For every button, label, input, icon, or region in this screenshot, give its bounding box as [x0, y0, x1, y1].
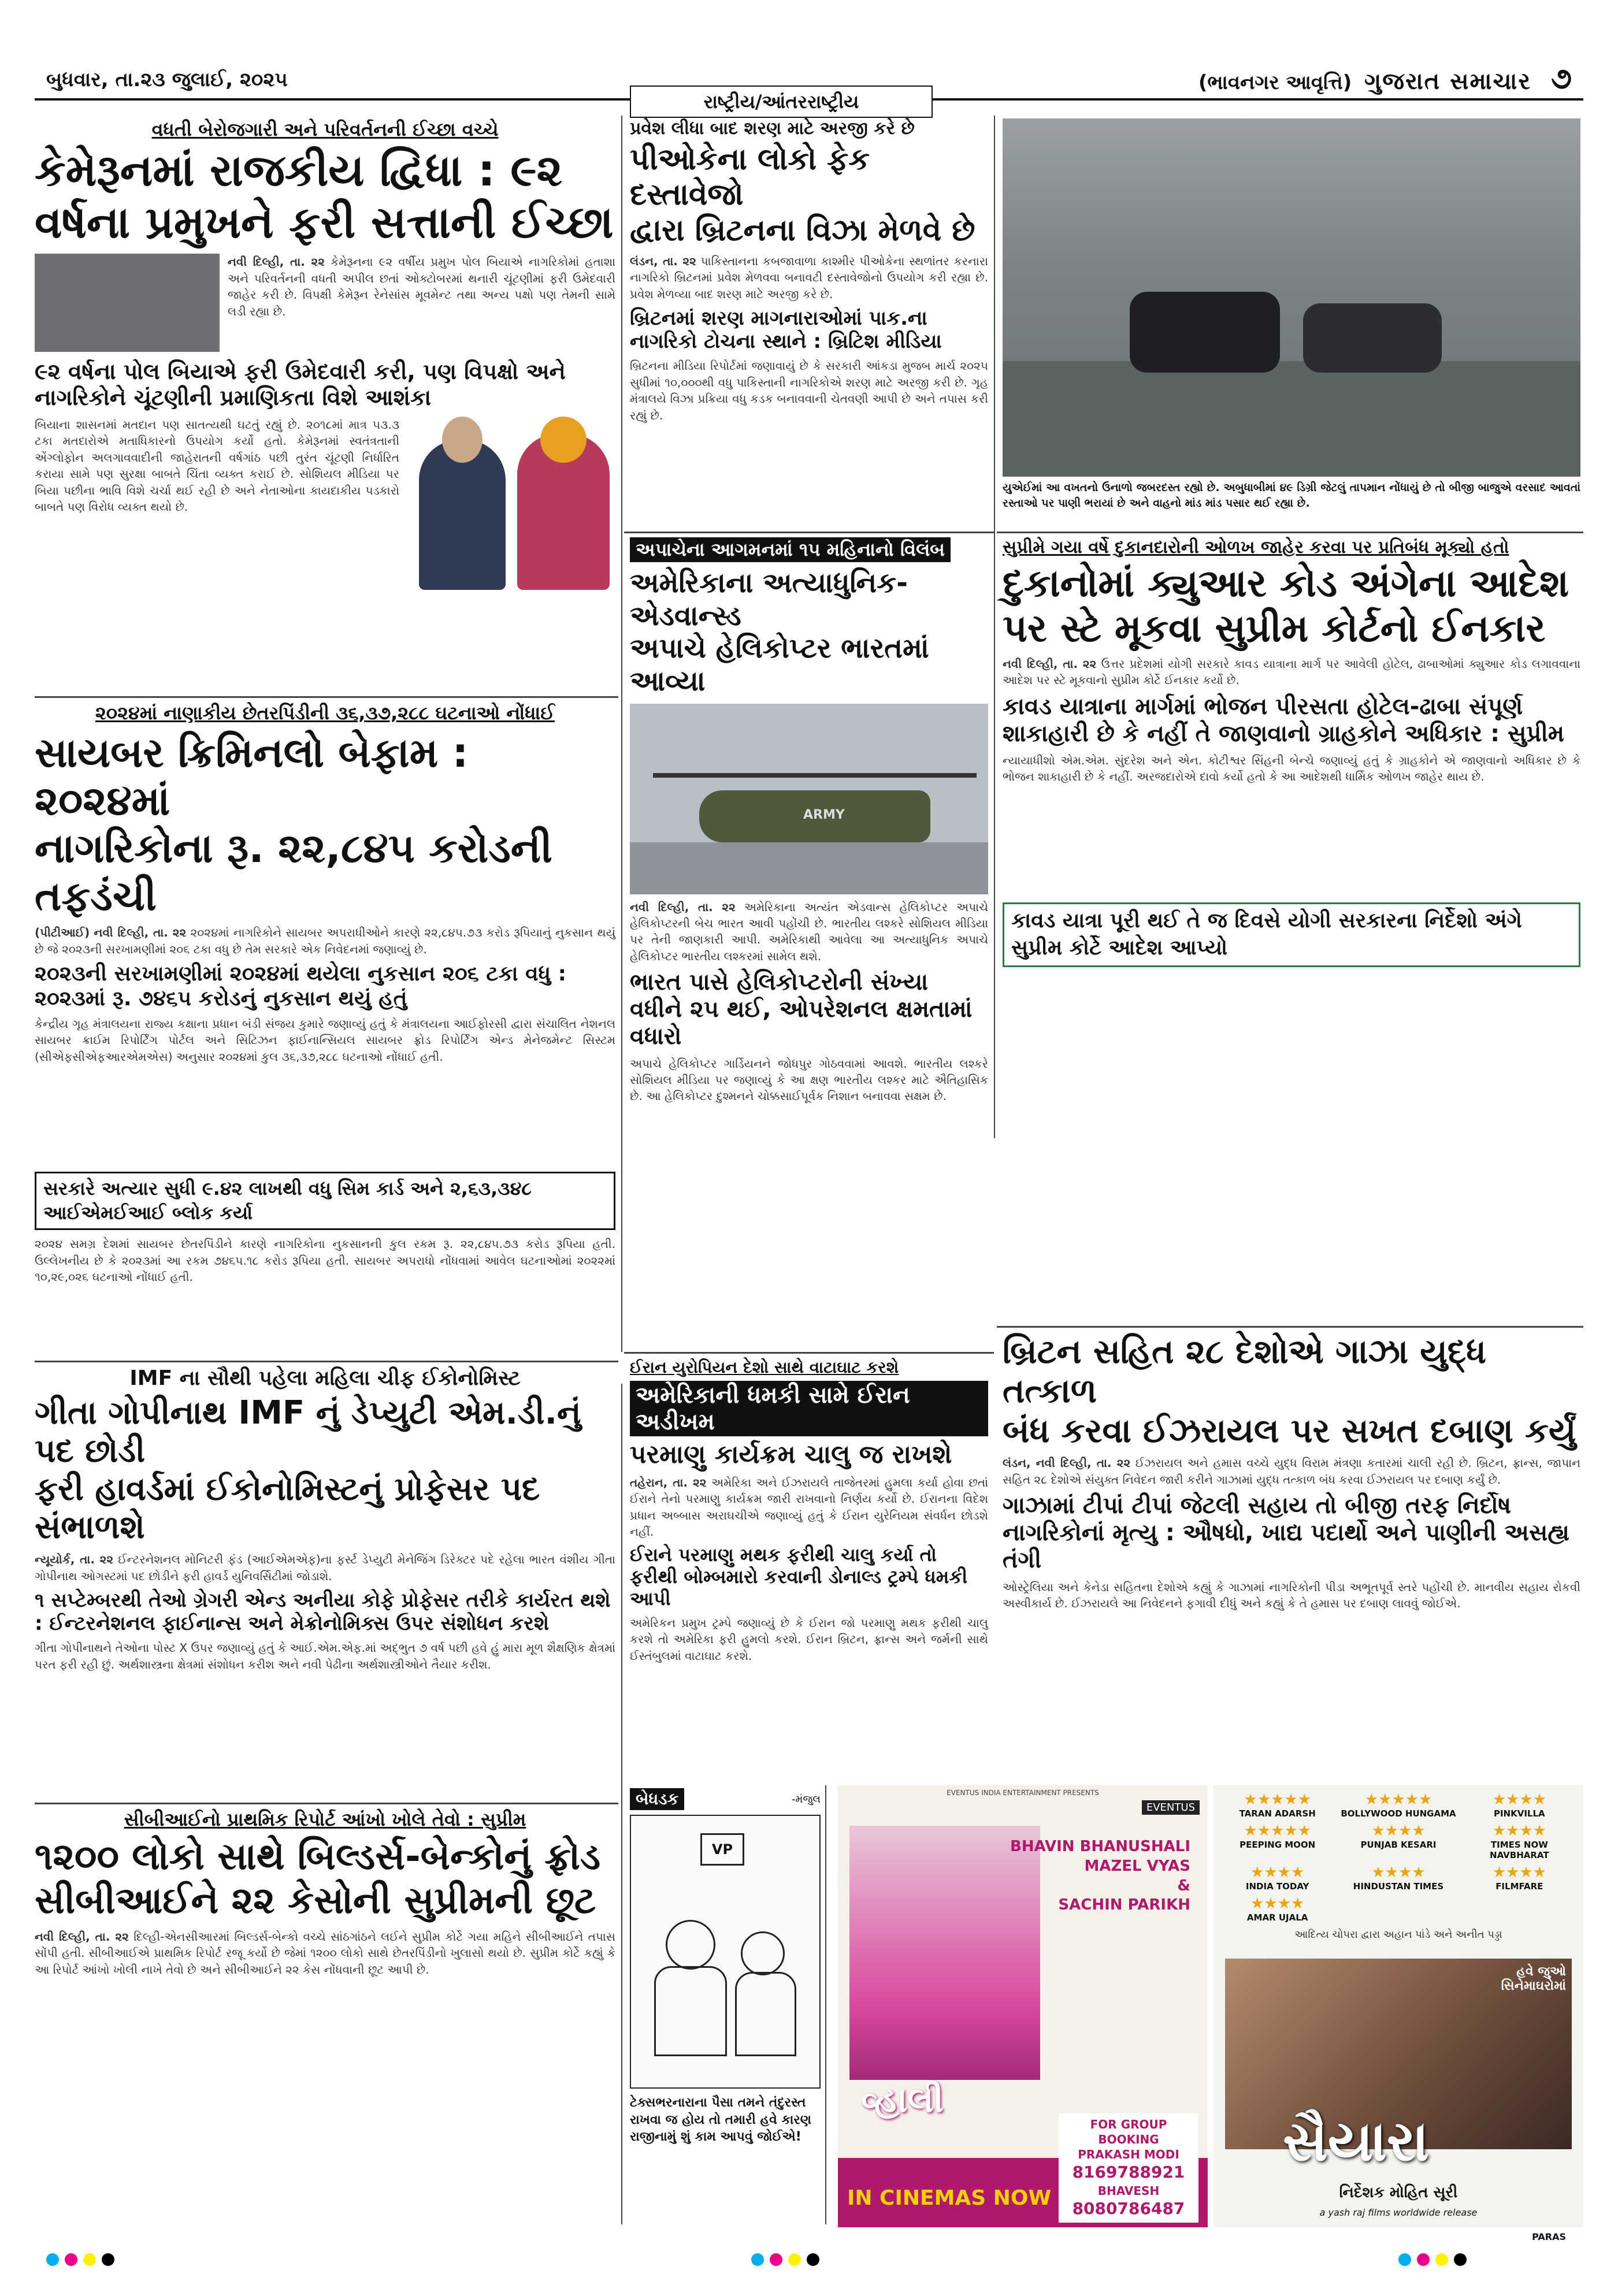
- body-text: બ્રિટનના મીડિયા રિપોર્ટમાં જણાવાયું છે કે સરકારી આંકડા મુજબ માર્ચ ૨૦૨૫ સુધીમાં ૧૦,૦૦૦થી વધુ પાકિસ્તાની નાગરિકોએ શરણ માટે અરજી કરી છે. ગૃહ મંત્રાલયે વિઝા પ્રક્રિયા વધુ કડક બનાવવાની ચેતવણી આપી છે અને તપાસ કરી રહ્યું છે.: [630, 359, 988, 422]
- release-banner: a yash raj films worldwide release: [1319, 2207, 1478, 2218]
- dateline: નવી દિલ્હી, તા. ૨૨: [1003, 656, 1097, 671]
- article-gaza: [1003, 1332, 1580, 1695]
- dateline: ન્યૂયોર્ક, તા. ૨૨: [35, 1552, 114, 1567]
- kicker: સુપ્રીમે ગયા વર્ષે દુકાનદારોની ઓળખ જાહેર કરવા પર પ્રતિબંધ મૂક્યો હતો: [1003, 537, 1509, 558]
- dateline: નવી દિલ્હી, તા. ૨૨: [94, 926, 187, 940]
- leader-photo: [407, 417, 615, 590]
- lead-text: ઈન્ટરનેશનલ મોનિટરી ફંડ (આઈએમએફ)ના ફર્સ્ટ ડેપ્યુટી મેનેજિંગ ડિરેક્ટર પદે રહેલા ભારત વંશીય ગીતા ગોપીનાથ ઓગસ્ટમાં પદ છોડીને ફરી હાવર્ડ યુનિવર્સિટીમાં જોડાશે.: [35, 1552, 616, 1583]
- section-divider: [997, 532, 1583, 533]
- rating-stars: ★★★★: [1492, 1791, 1546, 1808]
- rating-cell: [1460, 1791, 1579, 1819]
- headline: અમેરિકાની ધમકી સામે ઈરાન અડીખમ: [630, 1381, 988, 1436]
- column-divider: [825, 1785, 826, 2224]
- booking-box: FOR GROUP BOOKING PRAKASH MODI 8169788921 BHAVESH 8080786487: [1059, 2113, 1198, 2223]
- subhead: બ્રિટનમાં શરણ માગનારાઓમાં પાક.ના નાગરિકો ટોચના સ્થાને : બ્રિટિશ મીડિયા: [630, 307, 942, 354]
- headline: પર સ્ટે મૂકવા સુપ્રીમ કોર્ટનો ઈનકાર: [1003, 605, 1546, 651]
- section-divider: [624, 1352, 994, 1354]
- photo-caption: યુએઈમાં આ વખતનો ઉનાળો જબરદસ્ત રહ્યો છે. અબુધાબીમાં ૪૯ ડિગ્રી જેટલું તાપમાન નોંધાયું છે તો બીજી બાજુએ વરસાદ આવતાં રસ્તાઓ પર પાણી ભરાયાં છે અને વાહનો માંડ માંડ પસાર થઈ રહ્યા છે.: [1003, 481, 1580, 510]
- lead-text: પાકિસ્તાનના કબજાવાળા કાશ્મીર પીઓકેના સ્થળાંતર કરનારા નાગરિકો બ્રિટનમાં પ્રવેશ મેળવવા બનાવટી દસ્તાવેજોનો ઉપયોગ કરી રહ્યા છે. પ્રવેશ મેળવ્યા બાદ શરણ માટે અરજી કરે છે.: [630, 254, 988, 301]
- rating-cell: [1460, 1864, 1579, 1892]
- rating-source: TIMES NOW NAVBHARAT: [1490, 1840, 1549, 1860]
- release-banner: IN CINEMAS NOW: [847, 2186, 1052, 2210]
- rating-source: TARAN ADARSH: [1239, 1808, 1316, 1819]
- headline: નાગરિકોના રૂ. ૨૨,૮૪૫ કરોડની તફડંચી: [35, 824, 552, 920]
- body-text: દિલ્હી-એનસીઆરમાં બિલ્ડર્સ-બેન્કો વચ્ચે સાંઠગાંઠને લઈને સુપ્રીમ કોર્ટે ગયા મહિને સીબીઆઈને તપાસ સોંપી હતી. સીબીઆઈએ પ્રાથમિક રિપોર્ટ રજૂ કર્યો છે જેમાં ૧૨૦૦ લોકો સાથે છેતરપિંડીનો ખુલાસો થયો છે. સુપ્રીમ કોર્ટે કહ્યું કે આ રિપોર્ટ આંખો ખોલી નાખે તેવો છે અને સીબીઆઈને ૨૨ કેસ નોંધવાની છૂટ આપી છે.: [35, 1930, 615, 1977]
- column-divider: [621, 116, 622, 1352]
- dateline: નવી દિલ્હી, તા. ૨૨: [228, 255, 325, 269]
- dateline: તહેરાન, તા. ૨૨: [630, 1475, 707, 1489]
- rating-cell: [1218, 1822, 1337, 1860]
- rating-stars: ★★★★: [1371, 1822, 1426, 1840]
- page-number: ૭: [1550, 61, 1572, 96]
- director-credit: નિર્દેશક મોહિત સૂરી: [1339, 2184, 1458, 2201]
- rating-source: HINDUSTAN TIMES: [1353, 1881, 1444, 1892]
- headline: દુકાનોમાં ક્યુઆર કોડ અંગેના આદેશ: [1003, 561, 1569, 605]
- rating-source: FILMFARE: [1495, 1881, 1543, 1892]
- rating-stars: ★★★★: [1492, 1864, 1546, 1881]
- press-mark: PARAS: [1532, 2231, 1566, 2242]
- body-text: અપાચે હેલિકોપ્ટર ગાર્ડિયનને જોધપુર ગોઠવવામાં આવશે. ભારતીય લશ્કરે સોશિયલ મીડિયા પર જણાવ્યું કે આ ક્ષણ ભારતીય લશ્કર માટે ઐતિહાસિક છે. આ હેલિકોપ્ટર દુશ્મનને ચોક્કસાઈપૂર્વક નિશાન બનાવવા સક્ષમ છે.: [630, 1056, 988, 1104]
- highlight-box: કાવડ યાત્રા પૂરી થઈ તે જ દિવસે યોગી સરકારના નિર્દેશો અંગે સુપ્રીમ કોર્ટે આદેશ આપ્યો: [1003, 902, 1580, 967]
- vp-sign: VP: [700, 1833, 744, 1866]
- agency: (પીટીઆઈ): [35, 926, 90, 940]
- article-helicopter: [630, 537, 988, 1275]
- body-text: ન્યાયાધીશો એમ.એમ. સુંદરેશ અને એન. કોટીશ્વર સિંહની બેન્ચે જણાવ્યું હતું કે ગ્રાહકોને એ જાણવાનો અધિકાર છે કે ભોજન શાકાહારી છે કે નહીં. અરજદારોએ દાવો કર્યો હતો કે આ આદેશથી ધાર્મિક ઓળખ જાહેર થાય છે.: [1003, 753, 1580, 784]
- section-divider: [35, 696, 618, 698]
- lead-text: ઉત્તર પ્રદેશમાં યોગી સરકારે કાવડ યાત્રાના માર્ગ પર આવેલી હોટેલ, ઢાબાઓમાં ક્યુઆર કોડ લગાવવાના આદેશ પર સ્ટે મૂકવાનો સુપ્રીમ કોર્ટે ઈનકાર કર્યો છે.: [1003, 656, 1580, 688]
- cartoon-caption: ટેક્સભરનારાના પૈસા તમને તંદુરસ્ત રાખવા જ હોય તો તમારી હવે કારણ રાજીનામું શું કામ આપવું જોઈએ!: [630, 2096, 811, 2145]
- registration-marks-center: [751, 2253, 825, 2268]
- rating-source: INDIA TODAY: [1245, 1881, 1309, 1892]
- issue-date: બુધવાર, તા.૨૩ જુલાઈ, ૨૦૨૫: [46, 68, 288, 91]
- body-text: ૨૦૨૪ સમગ્ર દેશમાં સાયબર છેતરપિંડીને કારણે નાગરિકોના નુકસાનની કુલ રકમ રૂ. ૨૨,૮૪૫.૭૩ કરોડ રૂપિયા હતી. ઉલ્લેખનીય છે કે ૨૦૨૩માં આ રકમ ૭૪૬૫.૧૮ કરોડ રૂપિયા હતી. સાયબર અપરાધો નોંધવામાં આવેલ ઘટનાઓમાં ૨૦૨૨માં ૧૦,૨૯,૦૨૬ ઘટનાઓ નોંધાઈ હતી.: [35, 1237, 615, 1284]
- subhead: ઈરાને પરમાણુ મથક ફરીથી ચાલુ કર્યા તો ફરીથી બોમ્બમારો કરવાની ડોનાલ્ડ ટ્રમ્પે ધમકી આપી: [630, 1544, 968, 1610]
- advertisement-movie-1: [838, 1785, 1208, 2227]
- ad-presenter: EVENTUS INDIA ENTERTAINMENT PRESENTS: [947, 1789, 1099, 1797]
- kicker: IMF ના સૌથી પહેલા મહિલા ચીફ ઈકોનોમિસ્ટ: [129, 1366, 521, 1390]
- kicker: ૨૦૨૪માં નાણાકીય છેતરપિંડીની ૩૬,૩૭,૨૮૮ ઘટનાઓ નોંધાઈ: [95, 702, 555, 724]
- rating-source: PUNJAB KESARI: [1360, 1840, 1437, 1850]
- registration-marks-left: [46, 2253, 120, 2268]
- dateline: નવી દિલ્હી, તા. ૨૨: [35, 1930, 129, 1944]
- rating-source: AMAR UJALA: [1246, 1912, 1308, 1923]
- rating-cell: [1339, 1864, 1457, 1892]
- subhead: ગાઝામાં ટીપાં ટીપાં જેટલી સહાય તો બીજી તરફ નિર્દોષ નાગરિકોનાં મૃત્યુ : ઔષધો, ખાદ્ય પદાર્થો અને પાણીની અસહ્ય તંગી: [1003, 1492, 1569, 1574]
- body-text: બિયાના શાસનમાં મતદાન પણ સાતત્યથી ઘટતું રહ્યું છે. ૨૦૧૮માં માત્ર ૫૩.૩ ટકા મતદારોએ મતાધિકારનો ઉપયોગ કર્યો હતો. કેમેરૂનમાં સ્વતંત્રતાની એંગ્લોફોન અલગાવવાદીની જાહેરાતની વર્ષગાંઠ પછી તુરંત ચૂંટણી નિર્ધારિત કરાયા સામે પણ સુરક્ષા બાબતે ચિંતા વ્યક્ત કરાઈ છે. સોશિયલ મીડિયા પર બિયા પછીના ભાવિ વિશે ચર્ચા થઈ રહી છે અને નેતાઓના કાયદાકીય પડકારો બાબતે પણ વિરોધ વ્યક્ત થયો છે.: [35, 418, 399, 514]
- lead-text: ઈઝરાયલ અને હમાસ વચ્ચે યુદ્ધ વિરામ મંત્રણા કતારમાં ચાલી રહી છે. બ્રિટન, ફ્રાન્સ, જાપાન સહિત ૨૮ દેશોએ સંયુક્ત નિવેદન જારી કરીને ગાઝામાં યુદ્ધ તત્કાળ બંધ કરવા ઈઝરાયલ પર દબાણ કર્યું છે.: [1003, 1456, 1581, 1487]
- headline: બંધ કરવા ઈઝરાયલ પર સખત દબાણ કર્યું: [1003, 1410, 1576, 1450]
- section-label: રાષ્ટ્રીય/આંતરરાષ્ટ્રીય: [630, 86, 933, 118]
- lead-text: ૨૦૨૪માં નાગરિકોને સાયબર અપરાધીઓને કારણે ૨૨,૮૪૫.૭૩ કરોડ રૂપિયાનું નુકસાન થયું છે જે ૨૦૨૩ની સરખામણીમાં ૨૦૬ ટકા વધુ છે તેમ સરકારે એક નિવેદનમાં જણાવ્યું છે.: [35, 926, 616, 956]
- rating-source: BOLLYWOOD HUNGAMA: [1341, 1808, 1456, 1819]
- section-divider: [35, 1803, 618, 1804]
- rating-cell: [1218, 1864, 1337, 1892]
- edition-label: (ભાવનગર આવૃત્તિ): [1198, 71, 1352, 94]
- ratings-grid: [1214, 1785, 1583, 1929]
- headline: દ્વારા બ્રિટનના વિઝા મેળવે છે: [630, 213, 975, 248]
- column-divider: [994, 116, 995, 1138]
- cartoon-title: બેધડક: [630, 1788, 684, 1810]
- body-text: કેન્દ્રીય ગૃહ મંત્રાલયના રાજ્ય કક્ષાના પ્રધાન બંડી સંજય કુમારે જણાવ્યું હતું કે મંત્રાલયના આઈફોરસી દ્વારા સંચાલિત નેશનલ સાયબર ક્રાઈમ રિપોર્ટિંગ પોર્ટલ અને સિટિઝન ફાઈનાન્સિયલ સાયબર ફ્રોડ રિપોર્ટિંગ એન્ડ મેનેજમેન્ટ સિસ્ટમ (સીએફસીએફઆરએમએસ) અનુસાર ૨૦૨૪માં કુલ ૩૬,૩૭,૨૮૮ ઘટનાઓ નોંધાઈ હતી.: [35, 1017, 615, 1064]
- headline: ફરી હાવર્ડમાં ઈકોનોમિસ્ટનું પ્રોફેસર પદ સંભાળશે: [35, 1470, 540, 1547]
- subhead: ૧ સપ્ટેમ્બરથી તેઓ ગ્રેગરી એન્ડ અનીયા કોફે પ્રોફેસર તરીકે કાર્યરત થશે : ઈન્ટરનેશનલ ફાઈનાન્સ અને મેક્રોનોમિક્સ ઉપર સંશોધન કરશે: [35, 1589, 611, 1636]
- article-refugees: [630, 118, 988, 566]
- headline: ગીતા ગોપીનાથ IMF નું ડેપ્યુટી એમ.ડી.નું પદ છોડી: [35, 1394, 581, 1470]
- cartoonist: -મંજુલ: [792, 1793, 821, 1805]
- lead-text: અમેરિકા અને ઈઝરાયલે તાજેતરમાં હુમલા કર્યા હોવા છતાં ઈરાને તેનો પરમાણુ કાર્યક્રમ જારી રાખવાનો નિર્ણય કર્યો છે. ઈરાનના વિદેશ પ્રધાન અબ્બાસ અરાઘચીએ જણાવ્યું હતું કે ઈરાન યુરેનિયમ સંવર્ધન છોડશે નહીં.: [630, 1475, 988, 1539]
- headline: ૧૨૦૦ લોકો સાથે બિલ્ડર્સ-બેન્કોનું ફ્રોડ: [35, 1836, 601, 1878]
- lead-text: અમેરિકાના અત્યંત એડવાન્સ હેલિકોપ્ટર અપાચે હેલિકોપ્ટરની બેચ ભારત આવી પહોંચી છે. ભારતીય લશ્કરે સોશિયલ મીડિયા પર તેની જાણકારી આપી. અમેરિકાથી આવેલા આ અત્યાધુનિક અપાચે હેલિકોપ્ટર ભારતીય લશ્કરમાં સામેલ થશે.: [630, 900, 988, 963]
- rating-stars: ★★★★: [1250, 1864, 1305, 1881]
- lead-text: કેમેરૂનના ૯૨ વર્ષીય પ્રમુખ પોલ બિયાએ નાગરિકોમાં હતાશા અને પરિવર્તનની વધતી અપીલ છતાં ઓક્ટોબરમાં થનારી ચૂંટણીમાં ફરી ઉમેદવારી જાહેર કરી છે. વિપક્ષી કેમેરૂન રેનેસાંસ મૂવમેન્ટ તથા અન્ય પક્ષો પણ તેમની સામે લડી રહ્યા છે.: [228, 255, 615, 318]
- article-qr: [1003, 537, 1580, 967]
- rating-source: PINKVILLA: [1493, 1808, 1545, 1819]
- highlight-box: સરકારે અત્યાર સુધી ૯.૪૨ લાખથી વધુ સિમ કાર્ડ અને ૨,૬૩,૩૪૮ આઈએમઈઆઈ બ્લોક કર્યા: [35, 1172, 615, 1230]
- rating-cell: [1218, 1895, 1337, 1923]
- rating-source: PEEPING MOON: [1240, 1840, 1316, 1850]
- headline: સાયબર ક્રિમિનલો બેફામ : ૨૦૨૪માં: [35, 729, 469, 824]
- headline: અપાચે હેલિકોપ્ટર ભારતમાં આવ્યા: [630, 632, 929, 697]
- subhead: ૨૦૨૩ની સરખામણીમાં ૨૦૨૪માં થયેલા નુકસાન ૨૦૬ ટકા વધુ : ૨૦૨૩માં રૂ. ૭૪૬૫ કરોડનું નુકસાન થયું હતું: [35, 962, 567, 1010]
- subhead: કાવડ યાત્રાના માર્ગમાં ભોજન પીરસતા હોટેલ-ઢાબા સંપૂર્ણ શાકાહારી છે કે નહીં તે જાણવાનો ગ્રાહકોને અધિકાર : સુપ્રીમ: [1003, 693, 1565, 747]
- section-divider: [35, 1361, 618, 1362]
- movie-title: વ્હાલી: [861, 2080, 944, 2120]
- rating-stars: ★★★★: [1371, 1864, 1426, 1881]
- kicker: વધતી બેરોજગારી અને પરિવર્તનની ઈચ્છા વચ્ચે: [151, 118, 499, 140]
- rating-stars: ★★★★: [1250, 1895, 1305, 1912]
- kicker: પ્રવેશ લીધા બાદ શરણ માટે અરજી કરે છે: [630, 118, 915, 139]
- cartoon: [630, 1788, 821, 2227]
- rating-cell: [1218, 1791, 1337, 1819]
- cast-list: BHAVIN BHANUSHALI MAZEL VYAS & SACHIN PARIKH: [1010, 1838, 1190, 1914]
- feature-photo-flood: [1003, 118, 1580, 511]
- cartoon-drawing: [630, 1815, 821, 2089]
- kicker: ઈરાન યુરોપિયન દેશો સાથે વાટાઘાટ કરશે: [630, 1358, 899, 1377]
- article-gita: [35, 1366, 615, 1755]
- rating-stars: ★★★★: [1492, 1822, 1546, 1840]
- rating-cell: [1460, 1822, 1579, 1860]
- rating-cell: [1339, 1791, 1457, 1819]
- article-cyber: [35, 702, 615, 1380]
- subhead: ભારત પાસે હેલિકોપ્ટરોની સંખ્યા વધીને ૨૫ થઈ, ઓપરેશનલ ક્ષમતામાં વધારો: [630, 969, 973, 1050]
- headline: સીબીઆઈને ૨૨ કેસોની સુપ્રીમની છૂટ: [35, 1879, 596, 1922]
- headline: કેમેરૂનમાં રાજકીય દ્વિધા : ૯૨: [35, 144, 563, 196]
- dateline: લંડન, નવી દિલ્હી, તા. ૨૨: [1003, 1456, 1131, 1470]
- dateline: લંડન, તા. ૨૨: [630, 254, 696, 269]
- newspaper-brand: ગુજરાત સમાચાર: [1364, 68, 1531, 95]
- kicker: સીબીઆઈનો પ્રાથમિક રિપોર્ટ આંખો ખોલે તેવો : સુપ્રીમ: [124, 1808, 526, 1830]
- column-divider: [621, 1384, 622, 2224]
- headline: પીઓકેના લોકો ફેક દસ્તાવેજો: [630, 142, 870, 213]
- article-iran: [630, 1358, 988, 1690]
- body-text: ઓસ્ટ્રેલિયા અને કેનેડા સહિતના દેશોએ કહ્યું કે ગાઝામાં નાગરિકોની પીડા અભૂતપૂર્વ સ્તરે પહોંચી છે. માનવીય સહાય રોકવી અસ્વીકાર્ય છે. ઈઝરાયલે આ નિવેદનને ફગાવી દીધું અને કહ્યું કે તે હમાસ પર દબાણ લાવવું જોઈએ.: [1003, 1580, 1580, 1611]
- flood-photo: [1003, 118, 1580, 477]
- now-showing: હવે જુઓ સિનેમાઘરોમાં: [1501, 1964, 1566, 1993]
- rating-stars: ★★★★★: [1244, 1791, 1311, 1808]
- registration-marks-right: [1398, 2253, 1472, 2268]
- body-text: ગીતા ગોપીનાથને તેઓના પોસ્ટ X ઉપર જણાવ્યું હતું કે આઈ.એમ.એફ.માં અદ્ભુત ૭ વર્ષ પછી હવે હું મારા મૂળ શૈક્ષણિક ક્ષેત્રમાં પરત ફરી રહી છું. અર્થશાસ્ત્રના ક્ષેત્રમાં સંશોધન કરીશ અને નવી પેઢીના અર્થશાસ્ત્રીઓને તૈયાર કરીશ.: [35, 1641, 615, 1671]
- advertisement-movie-2: [1214, 1785, 1583, 2227]
- movie-title: સૈયારા: [1283, 2109, 1430, 2174]
- dateline: નવી દિલ્હી, તા. ૨૨: [630, 900, 736, 914]
- headline: અમેરિકાના અત્યાધુનિક-એડવાન્સ્ડ: [630, 567, 908, 632]
- ad-credits: આદિત્ય ચોપરા દ્વારા અહાન પાંડે અને અનીત પડ્ડા: [1294, 1929, 1502, 1941]
- aircraft-label: ARMY: [803, 807, 845, 822]
- article-cameroon: [35, 118, 615, 636]
- ad-banner: EVENTUS: [1142, 1800, 1200, 1815]
- section-divider: [624, 532, 994, 533]
- headline: બ્રિટન સહિત ૨૮ દેશોએ ગાઝા યુદ્ધ તત્કાળ: [1003, 1332, 1486, 1411]
- rating-stars: ★★★★★: [1244, 1822, 1311, 1840]
- headline: પરમાણુ કાર્યક્રમ ચાલુ જ રાખશે: [630, 1440, 952, 1469]
- kicker: અપાચેના આગમનમાં ૧૫ મહિનાનો વિલંબ: [630, 537, 951, 562]
- article-cbi: [35, 1808, 615, 2125]
- section-divider: [997, 1326, 1583, 1328]
- rating-stars: ★★★★★: [1364, 1791, 1433, 1808]
- subhead: ૯૨ વર્ષના પોલ બિયાએ ફરી ઉમેદવારી કરી, પણ વિપક્ષો અને નાગરિકોને ચૂંટણીની પ્રમાણિકતા વિશે આશંકા: [35, 359, 566, 411]
- body-text: અમેરિકન પ્રમુખ ટ્રમ્પે જણાવ્યું છે કે ઈરાન જો પરમાણુ મથક ફરીથી ચાલુ કરશે તો અમેરિકા ફરી હુમલો કરશે. ઈરાન બ્રિટન, ફ્રાન્સ અને જર્મની સાથે ઈસ્તંબુલમાં વાટાઘાટ કરશે.: [630, 1615, 988, 1663]
- photo-placeholder: [35, 254, 220, 352]
- rating-cell: [1339, 1822, 1457, 1860]
- masthead: [1198, 68, 1531, 95]
- headline: વર્ષના પ્રમુખને ફરી સત્તાની ઈચ્છા: [35, 196, 614, 248]
- apache-photo: [630, 704, 988, 894]
